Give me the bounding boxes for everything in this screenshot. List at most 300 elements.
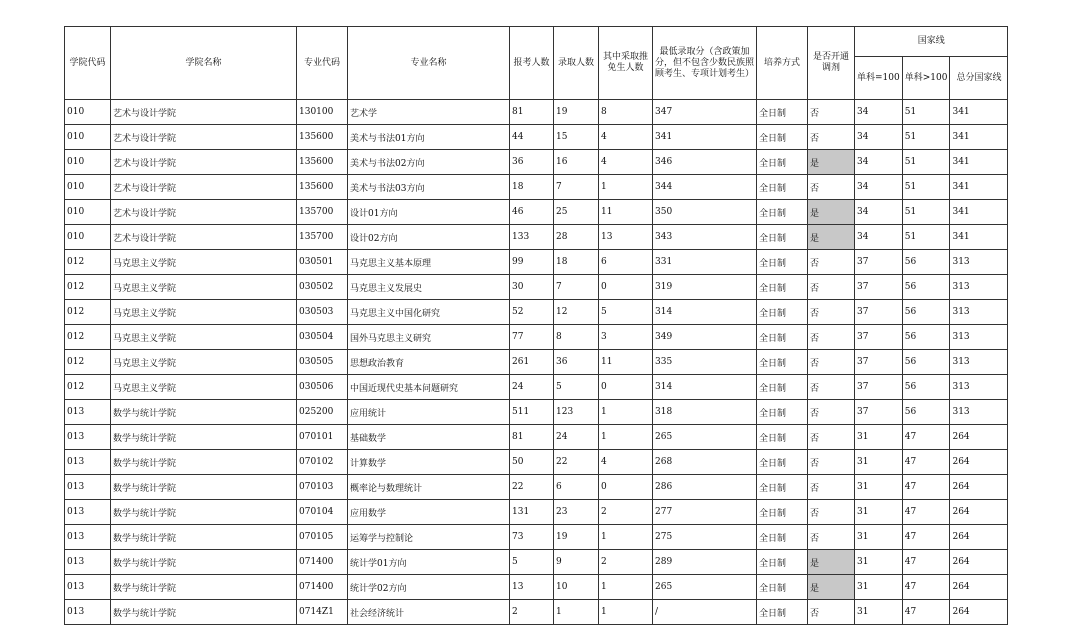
cell-national-single-gt100: 51 (902, 175, 950, 200)
cell-study-mode: 全日制 (757, 550, 808, 575)
cell-applicants: 5 (510, 550, 554, 575)
cell-adjustment-open: 否 (808, 250, 855, 275)
cell-major-name: 马克思主义发展史 (348, 275, 510, 300)
cell-major-code: 030506 (297, 375, 348, 400)
table-header (65, 27, 1008, 100)
table-row (65, 550, 1008, 575)
cell-national-total: 264 (950, 475, 1008, 500)
cell-adjustment-open: 是 (808, 200, 855, 225)
cell-min-score: 265 (653, 575, 757, 600)
cell-exempt-count: 11 (599, 200, 653, 225)
cell-admitted: 10 (554, 575, 599, 600)
cell-exempt-count: 5 (599, 300, 653, 325)
cell-study-mode: 全日制 (757, 250, 808, 275)
cell-applicants: 52 (510, 300, 554, 325)
cell-applicants: 511 (510, 400, 554, 425)
cell-min-score: 318 (653, 400, 757, 425)
cell-college-name: 艺术与设计学院 (111, 100, 297, 125)
cell-admitted: 8 (554, 325, 599, 350)
cell-study-mode: 全日制 (757, 450, 808, 475)
cell-exempt-count: 1 (599, 400, 653, 425)
header-adjustment-open: 是否开通调剂 (808, 27, 855, 100)
cell-major-code: 070102 (297, 450, 348, 475)
cell-exempt-count: 1 (599, 600, 653, 625)
cell-college-name: 数学与统计学院 (111, 525, 297, 550)
cell-major-code: 071400 (297, 575, 348, 600)
cell-applicants: 2 (510, 600, 554, 625)
cell-exempt-count: 13 (599, 225, 653, 250)
cell-college-name: 数学与统计学院 (111, 475, 297, 500)
cell-college-name: 数学与统计学院 (111, 500, 297, 525)
cell-national-total: 341 (950, 175, 1008, 200)
table-row (65, 200, 1008, 225)
cell-major-code: 135600 (297, 150, 348, 175)
cell-admitted: 9 (554, 550, 599, 575)
header-study-mode: 培养方式 (757, 27, 808, 100)
cell-exempt-count: 0 (599, 375, 653, 400)
table-body (65, 100, 1008, 625)
cell-college-code: 010 (65, 150, 111, 175)
cell-study-mode: 全日制 (757, 525, 808, 550)
cell-exempt-count: 6 (599, 250, 653, 275)
cell-applicants: 36 (510, 150, 554, 175)
cell-admitted: 22 (554, 450, 599, 475)
cell-college-code: 012 (65, 300, 111, 325)
cell-exempt-count: 8 (599, 100, 653, 125)
cell-national-single-eq100: 37 (855, 325, 903, 350)
cell-national-single-eq100: 31 (855, 525, 903, 550)
table-row (65, 575, 1008, 600)
cell-college-name: 数学与统计学院 (111, 400, 297, 425)
cell-admitted: 19 (554, 100, 599, 125)
cell-college-name: 艺术与设计学院 (111, 175, 297, 200)
cell-national-single-eq100: 37 (855, 250, 903, 275)
cell-admitted: 36 (554, 350, 599, 375)
cell-applicants: 13 (510, 575, 554, 600)
cell-college-code: 013 (65, 475, 111, 500)
table-row (65, 475, 1008, 500)
cell-college-name: 马克思主义学院 (111, 325, 297, 350)
cell-applicants: 131 (510, 500, 554, 525)
cell-national-single-gt100: 47 (902, 500, 950, 525)
cell-national-total: 341 (950, 200, 1008, 225)
cell-national-single-eq100: 37 (855, 275, 903, 300)
cell-national-total: 264 (950, 600, 1008, 625)
cell-admitted: 12 (554, 300, 599, 325)
cell-exempt-count: 4 (599, 150, 653, 175)
cell-applicants: 81 (510, 100, 554, 125)
table-row (65, 250, 1008, 275)
cell-national-total: 313 (950, 250, 1008, 275)
cell-major-name: 基础数学 (348, 425, 510, 450)
cell-adjustment-open: 否 (808, 400, 855, 425)
cell-national-single-eq100: 31 (855, 550, 903, 575)
cell-national-total: 313 (950, 275, 1008, 300)
cell-applicants: 99 (510, 250, 554, 275)
cell-admitted: 16 (554, 150, 599, 175)
header-min-score: 最低录取分（含政策加分，但不包含少数民族照顾考生、专项计划考生） (653, 27, 757, 100)
header-national-total: 总分国家线 (950, 57, 1008, 100)
cell-exempt-count: 1 (599, 175, 653, 200)
cell-national-total: 341 (950, 125, 1008, 150)
cell-major-name: 应用统计 (348, 400, 510, 425)
table-row (65, 500, 1008, 525)
cell-college-code: 012 (65, 250, 111, 275)
cell-adjustment-open: 否 (808, 300, 855, 325)
header-admitted: 录取人数 (554, 27, 599, 100)
cell-college-code: 013 (65, 450, 111, 475)
table-row (65, 325, 1008, 350)
cell-college-code: 010 (65, 175, 111, 200)
cell-college-code: 013 (65, 600, 111, 625)
cell-college-name: 马克思主义学院 (111, 275, 297, 300)
cell-national-single-gt100: 51 (902, 225, 950, 250)
cell-national-single-gt100: 51 (902, 150, 950, 175)
cell-min-score: 347 (653, 100, 757, 125)
cell-national-single-eq100: 37 (855, 375, 903, 400)
cell-major-name: 社会经济统计 (348, 600, 510, 625)
cell-national-single-eq100: 37 (855, 400, 903, 425)
cell-adjustment-open: 否 (808, 175, 855, 200)
cell-major-name: 运筹学与控制论 (348, 525, 510, 550)
admission-table-container (64, 26, 1008, 625)
cell-study-mode: 全日制 (757, 350, 808, 375)
cell-national-single-gt100: 47 (902, 450, 950, 475)
admission-score-table (64, 26, 1008, 625)
cell-national-total: 341 (950, 225, 1008, 250)
cell-adjustment-open: 否 (808, 100, 855, 125)
cell-national-single-gt100: 47 (902, 475, 950, 500)
cell-major-code: 070103 (297, 475, 348, 500)
cell-major-code: 0714Z1 (297, 600, 348, 625)
cell-min-score: 349 (653, 325, 757, 350)
cell-major-name: 计算数学 (348, 450, 510, 475)
cell-min-score: 346 (653, 150, 757, 175)
cell-major-code: 030503 (297, 300, 348, 325)
cell-national-single-eq100: 31 (855, 475, 903, 500)
cell-national-single-gt100: 47 (902, 550, 950, 575)
cell-adjustment-open: 否 (808, 600, 855, 625)
cell-national-single-gt100: 51 (902, 100, 950, 125)
cell-national-single-eq100: 31 (855, 600, 903, 625)
cell-study-mode: 全日制 (757, 300, 808, 325)
cell-admitted: 7 (554, 275, 599, 300)
cell-exempt-count: 4 (599, 125, 653, 150)
cell-adjustment-open: 否 (808, 425, 855, 450)
table-row (65, 400, 1008, 425)
cell-major-code: 070104 (297, 500, 348, 525)
cell-exempt-count: 3 (599, 325, 653, 350)
cell-exempt-count: 11 (599, 350, 653, 375)
cell-college-code: 013 (65, 400, 111, 425)
cell-major-code: 025200 (297, 400, 348, 425)
cell-adjustment-open: 否 (808, 125, 855, 150)
cell-major-code: 135700 (297, 200, 348, 225)
cell-adjustment-open: 否 (808, 325, 855, 350)
cell-admitted: 28 (554, 225, 599, 250)
cell-admitted: 5 (554, 375, 599, 400)
cell-college-code: 012 (65, 350, 111, 375)
cell-adjustment-open: 否 (808, 525, 855, 550)
table-row (65, 125, 1008, 150)
cell-national-single-gt100: 56 (902, 325, 950, 350)
cell-national-single-gt100: 56 (902, 375, 950, 400)
cell-min-score: 331 (653, 250, 757, 275)
cell-study-mode: 全日制 (757, 125, 808, 150)
cell-national-total: 264 (950, 500, 1008, 525)
cell-national-single-eq100: 31 (855, 450, 903, 475)
cell-national-single-gt100: 51 (902, 125, 950, 150)
cell-min-score: 286 (653, 475, 757, 500)
cell-national-single-eq100: 31 (855, 575, 903, 600)
cell-min-score: 319 (653, 275, 757, 300)
cell-national-single-eq100: 34 (855, 125, 903, 150)
cell-admitted: 24 (554, 425, 599, 450)
cell-min-score: 335 (653, 350, 757, 375)
cell-applicants: 18 (510, 175, 554, 200)
cell-exempt-count: 0 (599, 475, 653, 500)
cell-national-single-gt100: 56 (902, 350, 950, 375)
table-row (65, 150, 1008, 175)
cell-national-total: 264 (950, 550, 1008, 575)
cell-study-mode: 全日制 (757, 225, 808, 250)
table-row (65, 375, 1008, 400)
cell-national-single-eq100: 37 (855, 300, 903, 325)
cell-admitted: 18 (554, 250, 599, 275)
header-exempt-count: 其中采取推免生人数 (599, 27, 653, 100)
header-national-single-gt100: 单科>100 (902, 57, 950, 100)
cell-national-total: 341 (950, 150, 1008, 175)
cell-national-total: 313 (950, 325, 1008, 350)
cell-major-code: 070101 (297, 425, 348, 450)
cell-major-code: 030504 (297, 325, 348, 350)
cell-exempt-count: 4 (599, 450, 653, 475)
cell-min-score: 344 (653, 175, 757, 200)
cell-study-mode: 全日制 (757, 600, 808, 625)
cell-adjustment-open: 否 (808, 450, 855, 475)
cell-major-name: 设计02方向 (348, 225, 510, 250)
cell-major-code: 135700 (297, 225, 348, 250)
cell-applicants: 30 (510, 275, 554, 300)
cell-study-mode: 全日制 (757, 425, 808, 450)
cell-national-single-eq100: 31 (855, 425, 903, 450)
cell-college-name: 艺术与设计学院 (111, 225, 297, 250)
cell-admitted: 1 (554, 600, 599, 625)
cell-min-score: 289 (653, 550, 757, 575)
header-college-name: 学院名称 (111, 27, 297, 100)
cell-study-mode: 全日制 (757, 375, 808, 400)
header-major-name: 专业名称 (348, 27, 510, 100)
cell-study-mode: 全日制 (757, 400, 808, 425)
cell-min-score: 314 (653, 300, 757, 325)
cell-national-total: 313 (950, 400, 1008, 425)
cell-min-score: 341 (653, 125, 757, 150)
cell-college-name: 数学与统计学院 (111, 600, 297, 625)
cell-college-name: 艺术与设计学院 (111, 150, 297, 175)
cell-national-single-eq100: 37 (855, 350, 903, 375)
cell-major-code: 130100 (297, 100, 348, 125)
cell-national-single-eq100: 31 (855, 500, 903, 525)
cell-college-name: 数学与统计学院 (111, 425, 297, 450)
cell-national-total: 313 (950, 300, 1008, 325)
cell-national-single-gt100: 47 (902, 575, 950, 600)
cell-college-name: 马克思主义学院 (111, 250, 297, 275)
cell-adjustment-open: 否 (808, 275, 855, 300)
cell-major-name: 应用数学 (348, 500, 510, 525)
cell-college-name: 数学与统计学院 (111, 450, 297, 475)
table-row (65, 600, 1008, 625)
cell-major-name: 美术与书法02方向 (348, 150, 510, 175)
table-row (65, 225, 1008, 250)
cell-applicants: 73 (510, 525, 554, 550)
cell-adjustment-open: 否 (808, 375, 855, 400)
cell-national-single-eq100: 34 (855, 225, 903, 250)
cell-national-single-gt100: 56 (902, 275, 950, 300)
cell-major-code: 135600 (297, 175, 348, 200)
table-row (65, 450, 1008, 475)
cell-college-name: 艺术与设计学院 (111, 200, 297, 225)
header-national-single-eq100: 单科=100 (855, 57, 903, 100)
cell-min-score: 350 (653, 200, 757, 225)
table-row (65, 175, 1008, 200)
cell-college-name: 数学与统计学院 (111, 575, 297, 600)
cell-college-name: 马克思主义学院 (111, 375, 297, 400)
cell-applicants: 50 (510, 450, 554, 475)
cell-admitted: 15 (554, 125, 599, 150)
cell-college-name: 数学与统计学院 (111, 550, 297, 575)
cell-exempt-count: 0 (599, 275, 653, 300)
cell-study-mode: 全日制 (757, 475, 808, 500)
cell-national-total: 341 (950, 100, 1008, 125)
cell-study-mode: 全日制 (757, 325, 808, 350)
cell-college-name: 艺术与设计学院 (111, 125, 297, 150)
cell-major-code: 071400 (297, 550, 348, 575)
cell-college-code: 010 (65, 125, 111, 150)
cell-national-single-gt100: 56 (902, 300, 950, 325)
cell-college-code: 012 (65, 375, 111, 400)
table-row (65, 350, 1008, 375)
cell-major-name: 美术与书法01方向 (348, 125, 510, 150)
cell-min-score: 265 (653, 425, 757, 450)
cell-national-total: 264 (950, 575, 1008, 600)
cell-national-total: 264 (950, 525, 1008, 550)
cell-applicants: 22 (510, 475, 554, 500)
cell-college-code: 010 (65, 200, 111, 225)
table-row (65, 425, 1008, 450)
cell-min-score: 343 (653, 225, 757, 250)
cell-national-single-gt100: 47 (902, 525, 950, 550)
cell-major-code: 070105 (297, 525, 348, 550)
cell-major-code: 135600 (297, 125, 348, 150)
cell-min-score: 314 (653, 375, 757, 400)
cell-major-name: 美术与书法03方向 (348, 175, 510, 200)
cell-applicants: 24 (510, 375, 554, 400)
cell-major-name: 思想政治教育 (348, 350, 510, 375)
cell-exempt-count: 2 (599, 550, 653, 575)
cell-applicants: 133 (510, 225, 554, 250)
cell-admitted: 123 (554, 400, 599, 425)
cell-min-score: 275 (653, 525, 757, 550)
cell-major-name: 马克思主义中国化研究 (348, 300, 510, 325)
cell-major-name: 中国近现代史基本问题研究 (348, 375, 510, 400)
cell-min-score: 277 (653, 500, 757, 525)
cell-national-single-gt100: 51 (902, 200, 950, 225)
cell-college-code: 013 (65, 525, 111, 550)
cell-admitted: 6 (554, 475, 599, 500)
cell-major-name: 统计学02方向 (348, 575, 510, 600)
cell-major-code: 030505 (297, 350, 348, 375)
cell-college-name: 马克思主义学院 (111, 300, 297, 325)
cell-admitted: 19 (554, 525, 599, 550)
cell-study-mode: 全日制 (757, 500, 808, 525)
cell-exempt-count: 1 (599, 525, 653, 550)
cell-exempt-count: 1 (599, 425, 653, 450)
cell-study-mode: 全日制 (757, 100, 808, 125)
cell-adjustment-open: 是 (808, 575, 855, 600)
cell-adjustment-open: 是 (808, 225, 855, 250)
cell-college-code: 013 (65, 500, 111, 525)
cell-national-total: 313 (950, 350, 1008, 375)
header-national-line: 国家线 (855, 27, 1008, 57)
cell-min-score: / (653, 600, 757, 625)
cell-major-name: 统计学01方向 (348, 550, 510, 575)
cell-major-name: 马克思主义基本原理 (348, 250, 510, 275)
cell-major-code: 030501 (297, 250, 348, 275)
cell-major-name: 设计01方向 (348, 200, 510, 225)
cell-national-total: 313 (950, 375, 1008, 400)
cell-college-code: 012 (65, 275, 111, 300)
header-applicants: 报考人数 (510, 27, 554, 100)
cell-national-single-gt100: 47 (902, 600, 950, 625)
cell-national-total: 264 (950, 450, 1008, 475)
cell-adjustment-open: 否 (808, 500, 855, 525)
cell-admitted: 23 (554, 500, 599, 525)
cell-study-mode: 全日制 (757, 175, 808, 200)
cell-college-code: 010 (65, 100, 111, 125)
cell-applicants: 81 (510, 425, 554, 450)
cell-college-code: 013 (65, 425, 111, 450)
cell-min-score: 268 (653, 450, 757, 475)
table-row (65, 100, 1008, 125)
cell-study-mode: 全日制 (757, 275, 808, 300)
header-college-code: 学院代码 (65, 27, 111, 100)
cell-study-mode: 全日制 (757, 150, 808, 175)
cell-national-single-eq100: 34 (855, 100, 903, 125)
cell-national-single-eq100: 34 (855, 200, 903, 225)
cell-college-code: 013 (65, 550, 111, 575)
cell-adjustment-open: 是 (808, 150, 855, 175)
cell-college-code: 010 (65, 225, 111, 250)
cell-adjustment-open: 否 (808, 350, 855, 375)
cell-national-total: 264 (950, 425, 1008, 450)
table-row (65, 525, 1008, 550)
cell-exempt-count: 2 (599, 500, 653, 525)
cell-study-mode: 全日制 (757, 575, 808, 600)
cell-study-mode: 全日制 (757, 200, 808, 225)
cell-exempt-count: 1 (599, 575, 653, 600)
cell-college-code: 013 (65, 575, 111, 600)
cell-applicants: 77 (510, 325, 554, 350)
cell-adjustment-open: 否 (808, 475, 855, 500)
cell-major-name: 概率论与数理统计 (348, 475, 510, 500)
cell-major-name: 国外马克思主义研究 (348, 325, 510, 350)
cell-admitted: 25 (554, 200, 599, 225)
table-row (65, 275, 1008, 300)
cell-national-single-eq100: 34 (855, 175, 903, 200)
cell-applicants: 46 (510, 200, 554, 225)
cell-major-name: 艺术学 (348, 100, 510, 125)
cell-national-single-eq100: 34 (855, 150, 903, 175)
